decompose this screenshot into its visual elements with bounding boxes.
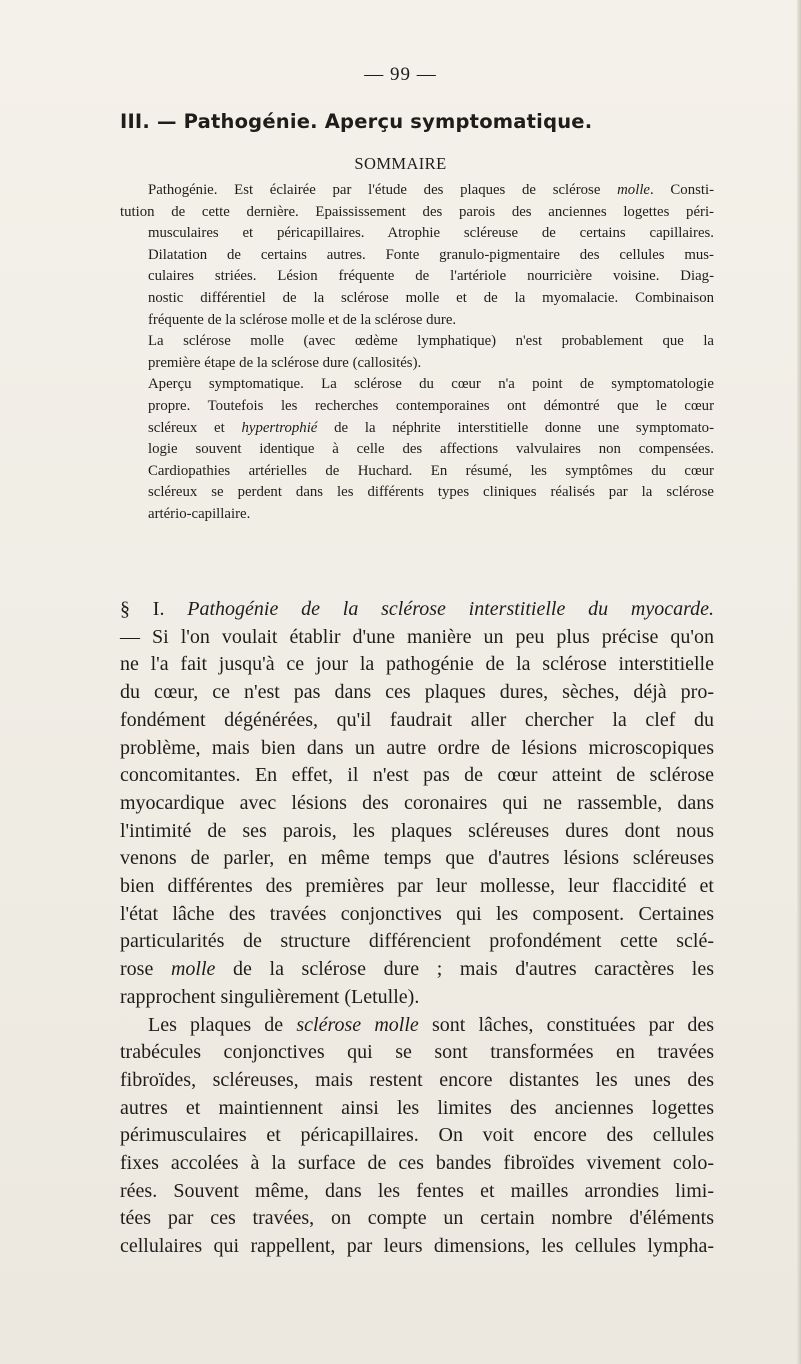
summary-line: Pathogénie. Est éclairée par l'étude des plaques de sclérose molle. Consti- [148,182,714,198]
section-title: III. — Pathogénie. Aperçu symptomatique. [120,110,593,133]
body-line: cellulaires qui rappellent, par leurs dimensions, les cellules lympha- [120,1235,714,1258]
body-line: problème, mais bien dans un autre ordre de lésions microscopiques [120,736,714,759]
body-line: ne l'a fait jusqu'à ce jour la pathogénie de la sclérose interstitielle [120,653,714,676]
summary-paragraph [120,374,714,525]
body-line: tées par ces travées, on compte un certain nombre d'éléments [120,1207,714,1230]
summary-paragraph [120,331,714,374]
body-line: — Si l'on voulait établir d'une manière un peu plus précise qu'on [120,625,714,648]
page-number: — 99 — [364,64,437,85]
summary-line: nostic différentiel de la sclérose molle et de la myomalacie. Combinaison [148,289,714,306]
summary-line: propre. Toutefois les recherches contemporaines ont démontré que le cœur [148,397,714,414]
body-line: Les plaques de sclérose molle sont lâches, constituées par des [148,1013,715,1036]
summary-line: artério-capillaire. [148,505,251,522]
body-text [120,596,714,1261]
summary-line: La sclérose molle (avec œdème lymphatique) n'est probablement que la [148,333,714,350]
body-line: concomitantes. En effet, il n'est pas de cœur atteint de sclérose [120,764,714,787]
summary-paragraph [120,180,714,331]
subsection-heading: § I. Pathogénie de la sclérose interstitielle du myocarde. [120,598,714,620]
body-line: particularités de structure différencient profondément cette sclé- [120,930,714,953]
summary-line: Dilatation de certains autres. Fonte granulo-pigmentaire des cellules mus- [148,246,714,263]
body-line: périmusculaires et péricapillaires. On voit encore des cellules [120,1124,714,1147]
body-line: fixes accolées à la surface de ces bandes fibroïdes vivement colo- [120,1152,714,1175]
summary-line: Aperçu symptomatique. La sclérose du cœur n'a point de symptomatologie [148,376,714,393]
summary-line: fréquente de la sclérose molle et de la sclérose dure. [148,311,457,328]
body-line: myocardique avec lésions des coronaires qui ne rassemble, dans [120,791,714,814]
body-line: trabécules conjonctives qui se sont transformées en travées [120,1041,714,1064]
body-line: rées. Souvent même, dans les fentes et mailles arrondies limi- [120,1179,714,1202]
summary-line: logie souvent identique à celle des affections valvulaires non compensées. [148,441,714,458]
body-line: autres et maintiennent ainsi les limites des anciennes logettes [120,1096,714,1119]
summary-line: culaires striées. Lésion fréquente de l'artériole nourricière voisine. Diag- [148,268,714,285]
summary-line: scléreux et hypertrophié de la néphrite interstitielle donne une symptomato- [148,419,715,436]
body-paragraph [120,1012,714,1261]
summary-line: scléreux se perdent dans les différents types cliniques réalisés par la sclérose [148,484,714,501]
body-line: l'intimité de ses parois, les plaques scléreuses dures dont nous [120,819,714,842]
summary-line: tution de cette dernière. Epaississement des parois des anciennes logettes péri- [120,203,714,220]
summary-title: SOMMAIRE [354,154,447,173]
page-edge [797,0,801,1364]
summary-line: musculaires et péricapillaires. Atrophie scléreuse de certains capillaires. [148,225,714,242]
body-line: rapprochent singulièrement (Letulle). [120,985,420,1008]
body-line: rose molle de la sclérose dure ; mais d'autres caractères les [120,958,715,981]
summary-line: première étape de la sclérose dure (callosités). [148,354,422,371]
body-line: bien différentes des premières par leur mollesse, leur flaccidité et [120,875,714,898]
body-line: venons de parler, en même temps que d'autres lésions scléreuses [120,847,714,870]
summary-block [120,180,714,526]
body-line: fibroïdes, scléreuses, mais restent encore distantes les unes des [120,1068,714,1091]
body-line: fondément dégénérées, qu'il faudrait aller chercher la clef du [120,708,714,731]
body-line: l'état lâche des travées conjonctives qui les composent. Certaines [120,902,714,925]
summary-line: Cardiopathies artérielles de Huchard. En résumé, les symptômes du cœur [148,462,714,479]
body-line: du cœur, ce n'est pas dans ces plaques dures, sèches, déjà pro- [120,681,714,704]
body-paragraph [120,596,714,1012]
